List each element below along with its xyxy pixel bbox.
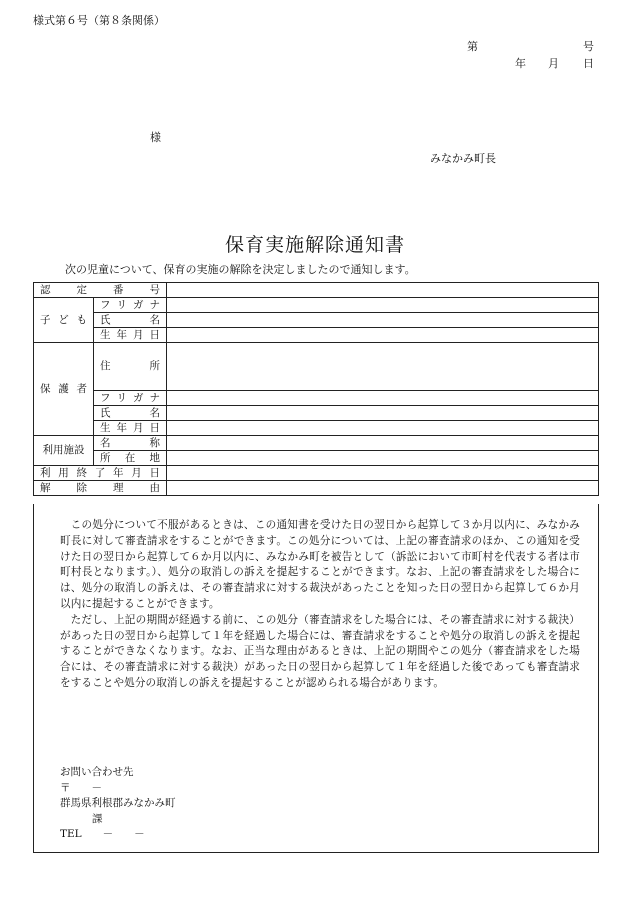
label-char: 者 <box>76 382 87 395</box>
appeal-notice <box>60 518 580 692</box>
label-char: 月 <box>131 466 142 479</box>
contact-tel: TEL － － <box>60 828 145 840</box>
group-child <box>34 298 94 343</box>
issuer-name: みなかみ町長 <box>430 152 496 165</box>
appeal-notice-paragraph-2: ただし、上記の期間が経過する前に、この処分（審査請求をした場合には、その審査請求に対する裁決）があった日の翌日から起算して１年を経過した場合には、審査請求をすることや処分の取消しの訴えを提起することができなくなります。なお、正当な理由があるときは、上記の期間やこの処分（審査請求をした場合には、その審査請求に対する裁決）があった日の翌日から起算して１年を経過した後であっても審査請求をすることや処分の取消しの訴えを提起することが認められる場合があります。 <box>60 613 580 689</box>
label-char: 解 <box>40 481 51 494</box>
label-guardian-name <box>94 406 167 421</box>
row-facility-location <box>34 451 599 466</box>
value-guardian-name <box>167 406 599 421</box>
label-child-birth-date <box>94 328 167 343</box>
label-char: 年 <box>116 421 127 434</box>
label-char: 番 <box>113 283 124 296</box>
label-char: 日 <box>149 328 160 341</box>
label-guardian-address <box>94 343 167 391</box>
label-char: 氏 <box>100 406 111 419</box>
row-guardian-birth <box>34 421 599 436</box>
label-char: ガ <box>133 298 144 311</box>
value-end-date <box>167 466 599 481</box>
label-guardian-furigana <box>94 391 167 406</box>
label-facility-location <box>94 451 167 466</box>
label-char: 利 <box>40 466 51 479</box>
label-char: 所 <box>100 451 111 464</box>
label-char: 定 <box>76 283 87 296</box>
document-number-suffix: 号 <box>583 40 594 53</box>
date-year-label: 年 <box>515 57 526 70</box>
label-char: ど <box>58 313 69 326</box>
label-char: 終 <box>76 466 87 479</box>
label-char: 号 <box>149 283 160 296</box>
row-end-date <box>34 466 599 481</box>
contact-postal: 〒 － <box>60 781 102 794</box>
label-char: 氏 <box>100 313 111 326</box>
label-certification-number <box>34 283 167 298</box>
intro-text: 次の児童について、保育の実施の解除を決定しましたので通知します。 <box>65 263 416 276</box>
label-char: 称 <box>149 436 160 449</box>
label-char: 了 <box>94 466 106 479</box>
group-facility: 利用施設 <box>34 436 94 466</box>
row-facility-name <box>34 436 599 451</box>
label-char: 認 <box>40 283 51 296</box>
label-guardian-birth-date <box>94 421 167 436</box>
value-child-name <box>167 313 599 328</box>
label-char: 名 <box>149 313 160 326</box>
document-number-label: 第 <box>467 40 478 53</box>
notice-table <box>33 282 599 496</box>
row-guardian-name <box>34 406 599 421</box>
label-reason <box>34 481 167 496</box>
label-char: 年 <box>116 328 127 341</box>
appeal-notice-paragraph-1: この処分について不服があるときは、この通知書を受けた日の翌日から起算して３か月以内に、みなかみ町長に対して審査請求をすることができます。この処分については、上記の審査請求のほか、この通知を受けた日の翌日から起算して６か月以内に、みなかみ町を被告として（訴訟において市町村を代表する者は市町村長となります。）、処分の取消しの訴えを提起することができます。なお、上記の審査請求をした場合には、処分の取消しの訴えは、その審査請求に対する裁決があったことを知った日の翌日から起算して６か月以内に提起することができます。 <box>60 519 580 610</box>
label-char: 理 <box>113 481 124 494</box>
label-char: 住 <box>100 360 111 372</box>
date-month-label: 月 <box>548 57 559 70</box>
recipient-honorific: 様 <box>150 131 161 144</box>
label-char: 名 <box>149 406 160 419</box>
label-char: も <box>76 313 87 326</box>
value-facility-name <box>167 436 599 451</box>
value-guardian-birth-date <box>167 421 599 436</box>
label-child-name <box>94 313 167 328</box>
value-facility-location <box>167 451 599 466</box>
label-char: リ <box>116 298 127 311</box>
label-char: フ <box>100 391 111 404</box>
value-child-furigana <box>167 298 599 313</box>
value-reason <box>167 481 599 496</box>
row-certification-number <box>34 283 599 298</box>
document-title: 保育実施解除通知書 <box>224 234 405 256</box>
label-char: ナ <box>149 298 160 311</box>
label-char: 地 <box>149 451 160 464</box>
value-guardian-address <box>167 343 599 391</box>
label-char: 用 <box>58 466 69 479</box>
label-char: 日 <box>149 421 160 434</box>
value-child-birth-date <box>167 328 599 343</box>
label-end-date <box>34 466 167 481</box>
contact-heading: お問い合わせ先 <box>60 766 134 778</box>
label-char: 所 <box>149 360 160 372</box>
label-char: 在 <box>124 451 136 464</box>
label-char: ナ <box>149 391 160 404</box>
label-char: フ <box>100 298 111 311</box>
contact-department: 課 <box>92 812 103 825</box>
label-char: 生 <box>100 421 111 434</box>
label-char: 子 <box>40 313 51 326</box>
label-char: 月 <box>133 421 144 434</box>
date-day-label: 日 <box>583 57 594 70</box>
form-number: 様式第６号（第８条関係） <box>33 14 165 27</box>
label-char: 保 <box>40 382 51 395</box>
row-reason <box>34 481 599 496</box>
label-char: リ <box>116 391 127 404</box>
row-child-name <box>34 313 599 328</box>
label-char: 生 <box>100 328 111 341</box>
contact-address: 群馬県利根郡みなかみ町 <box>60 797 176 809</box>
label-char: ガ <box>133 391 144 404</box>
label-char: 由 <box>149 481 160 494</box>
label-facility-name <box>94 436 167 451</box>
contact-block <box>60 765 176 843</box>
label-char: 月 <box>133 328 144 341</box>
group-guardian <box>34 343 94 436</box>
label-char: 名 <box>100 436 111 449</box>
value-certification-number <box>167 283 599 298</box>
row-child-furigana <box>34 298 599 313</box>
label-char: 護 <box>58 382 69 395</box>
label-char: 日 <box>149 466 160 479</box>
label-char: 年 <box>113 466 124 479</box>
row-guardian-address <box>34 343 599 391</box>
row-guardian-furigana <box>34 391 599 406</box>
value-guardian-furigana <box>167 391 599 406</box>
label-char: 除 <box>76 481 87 494</box>
label-child-furigana <box>94 298 167 313</box>
row-child-birth <box>34 328 599 343</box>
